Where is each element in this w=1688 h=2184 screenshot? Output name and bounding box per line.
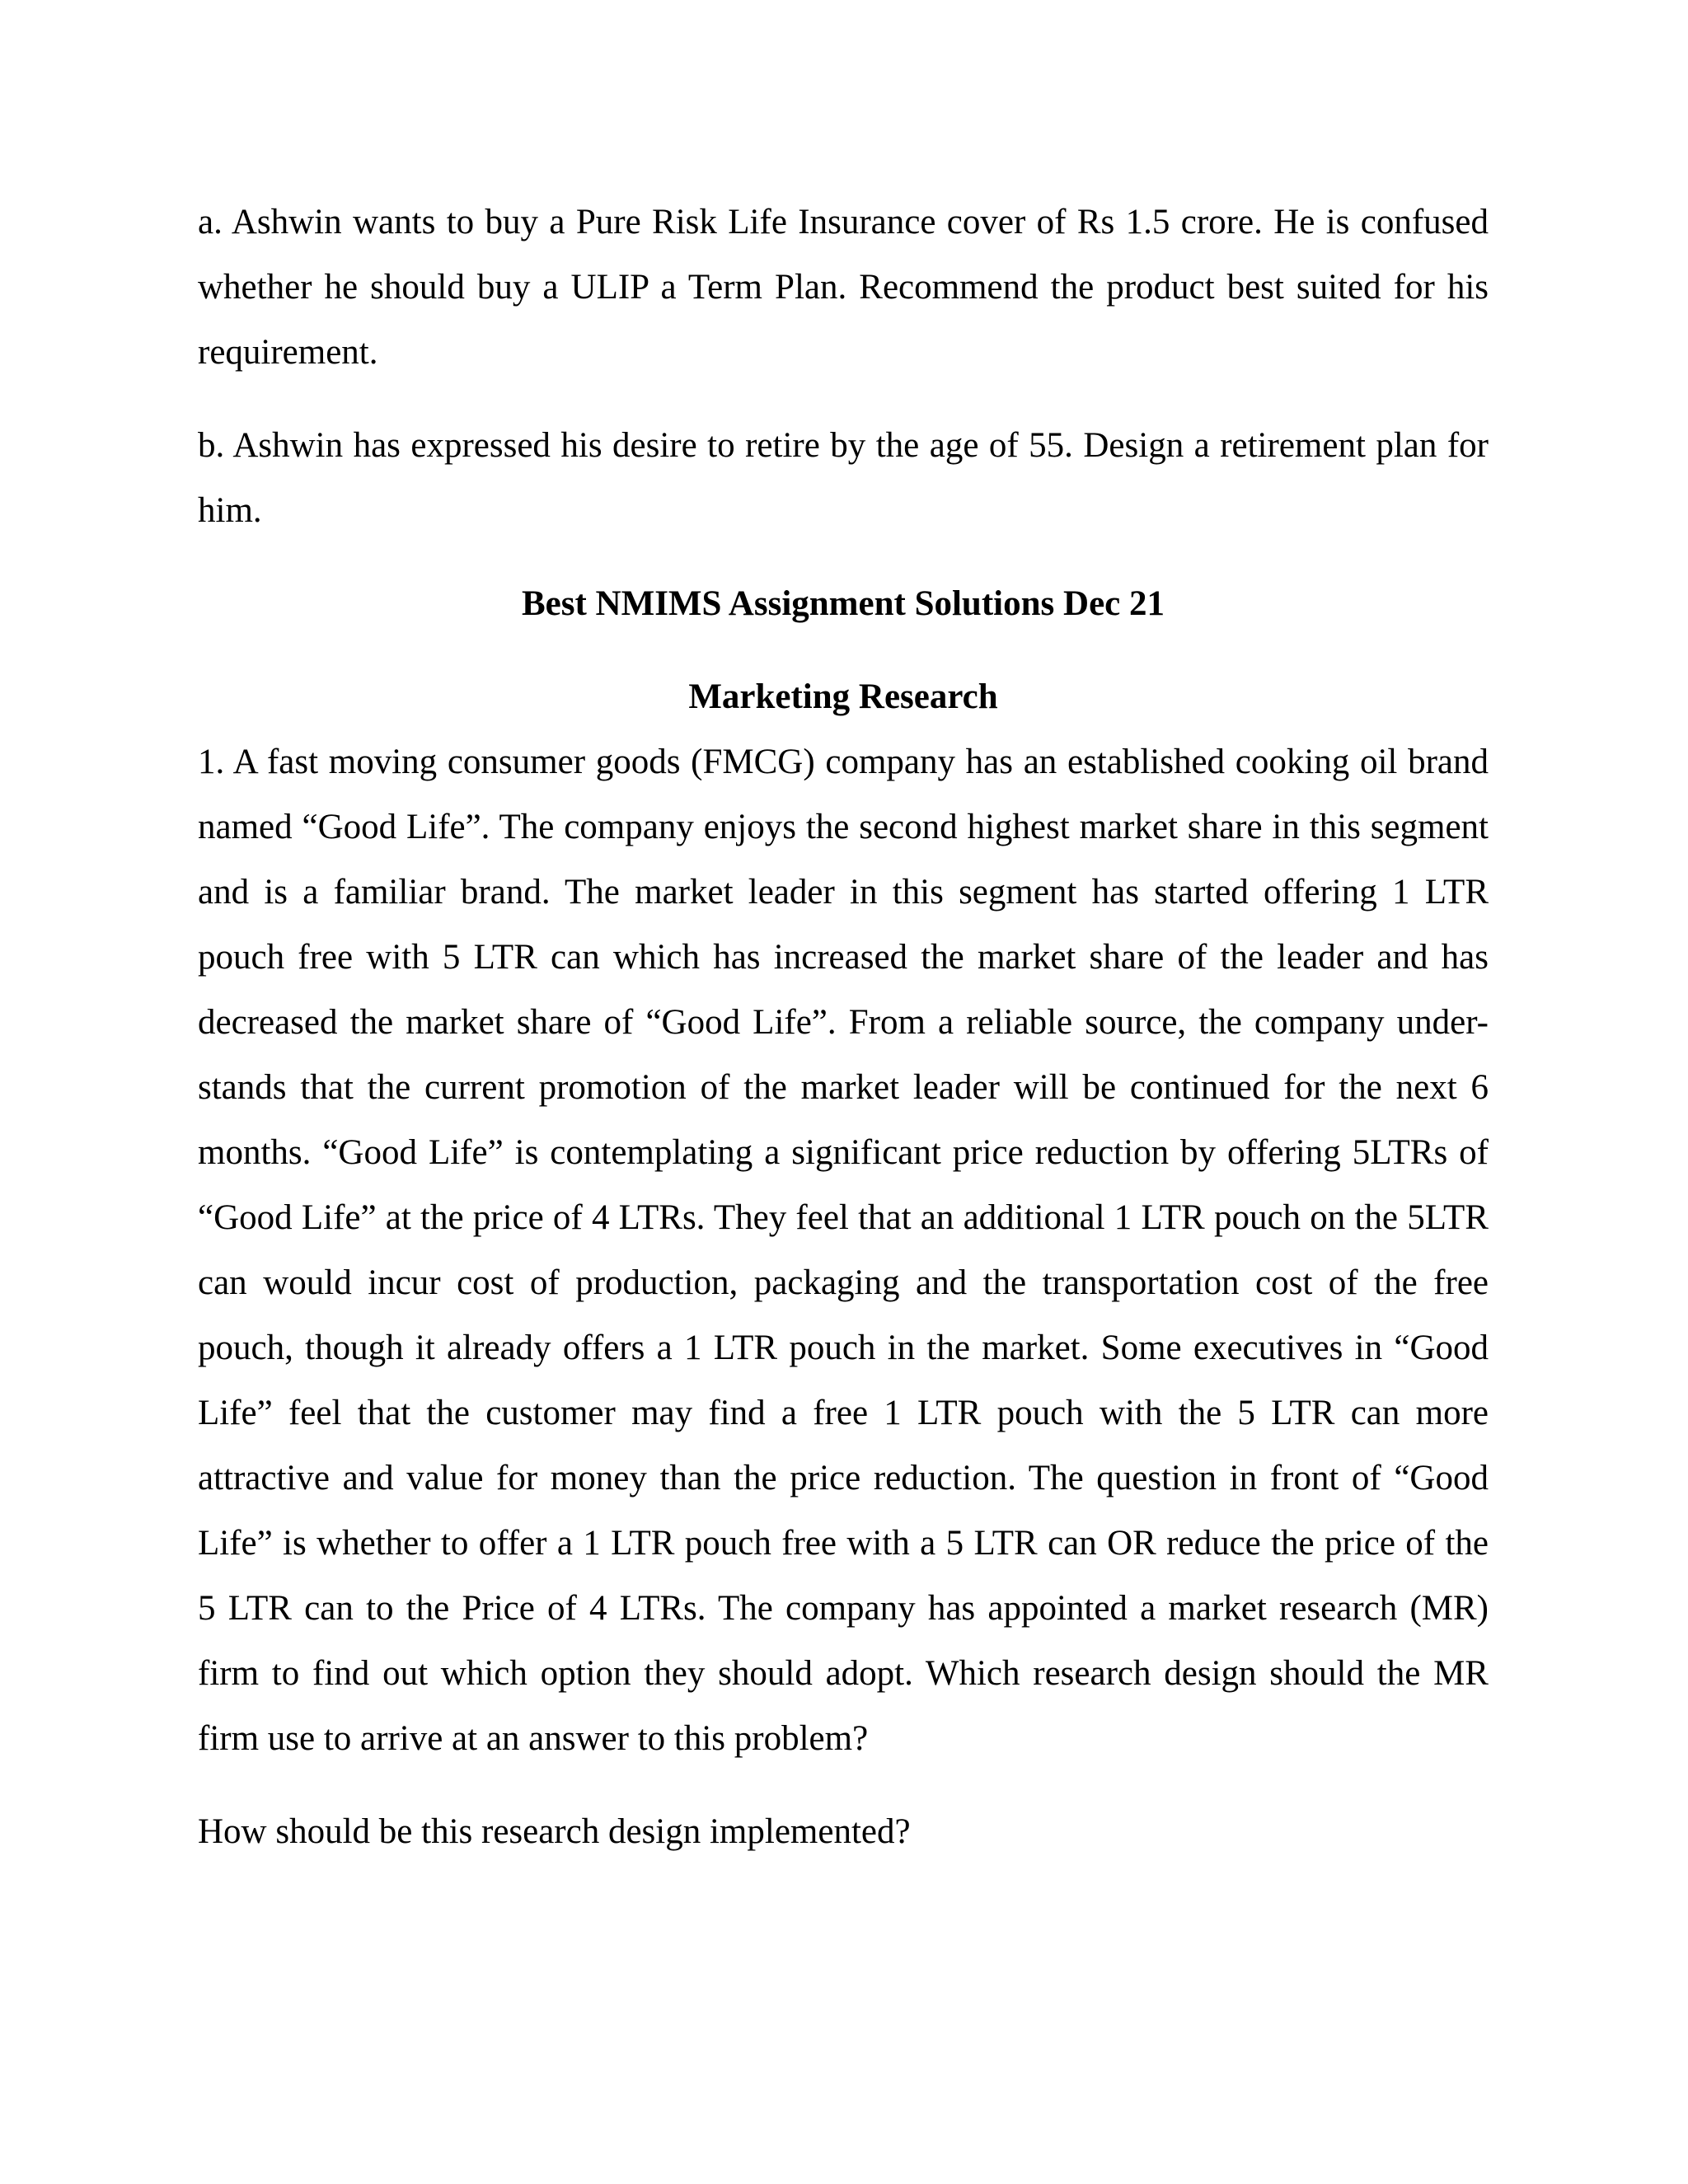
subject-heading: Marketing Research: [688, 677, 998, 716]
question-1-paragraph: 1. A fast moving consumer goods (FMCG) company has an established cooking oil brand named “Good Life”. The company enjoys the second highest market share in this segment and is a familiar brand. The market leader in this segment has started offering 1 LTR pouch free with 5 LTR can which has increased the market share of the leader and has decreased the market share of “Good Life”. From a reliable source, the company under-stands that the current promotion of the market leader will be continued for the next 6 months. “Good Life” is contemplating a significant price reduction by offering 5LTRs of “Good Life” at the price of 4 LTRs. They feel that an additional 1 LTR pouch on the 5LTR can would incur cost of production, packaging and the transportation cost of the free pouch, though it already offers a 1 LTR pouch in the market. Some executives in “Good Life” feel that the customer may find a free 1 LTR pouch with the 5 LTR can more attractive and value for money than the price reduction. The question in front of “Good Life” is whether to offer a 1 LTR pouch free with a 5 LTR can OR reduce the price of the 5 LTR can to the Price of 4 LTRs. The company has appointed a market research (MR) firm to find out which option they should adopt. Which research design should the MR firm use to arrive at an answer to this problem?: [198, 743, 1489, 1758]
page-content: [198, 190, 1489, 1892]
question-1-followup: How should be this research design implemented?: [198, 1812, 911, 1851]
paragraph-a: a. Ashwin wants to buy a Pure Risk Life Insurance cover of Rs 1.5 crore. He is confused whether he should buy a ULIP a Term Plan. Recommend the product best suited for his requirement.: [198, 203, 1489, 372]
solutions-heading: Best NMIMS Assignment Solutions Dec 21: [521, 584, 1165, 623]
paragraph-b: b. Ashwin has expressed his desire to retire by the age of 55. Design a retirement plan for him.: [198, 426, 1489, 530]
